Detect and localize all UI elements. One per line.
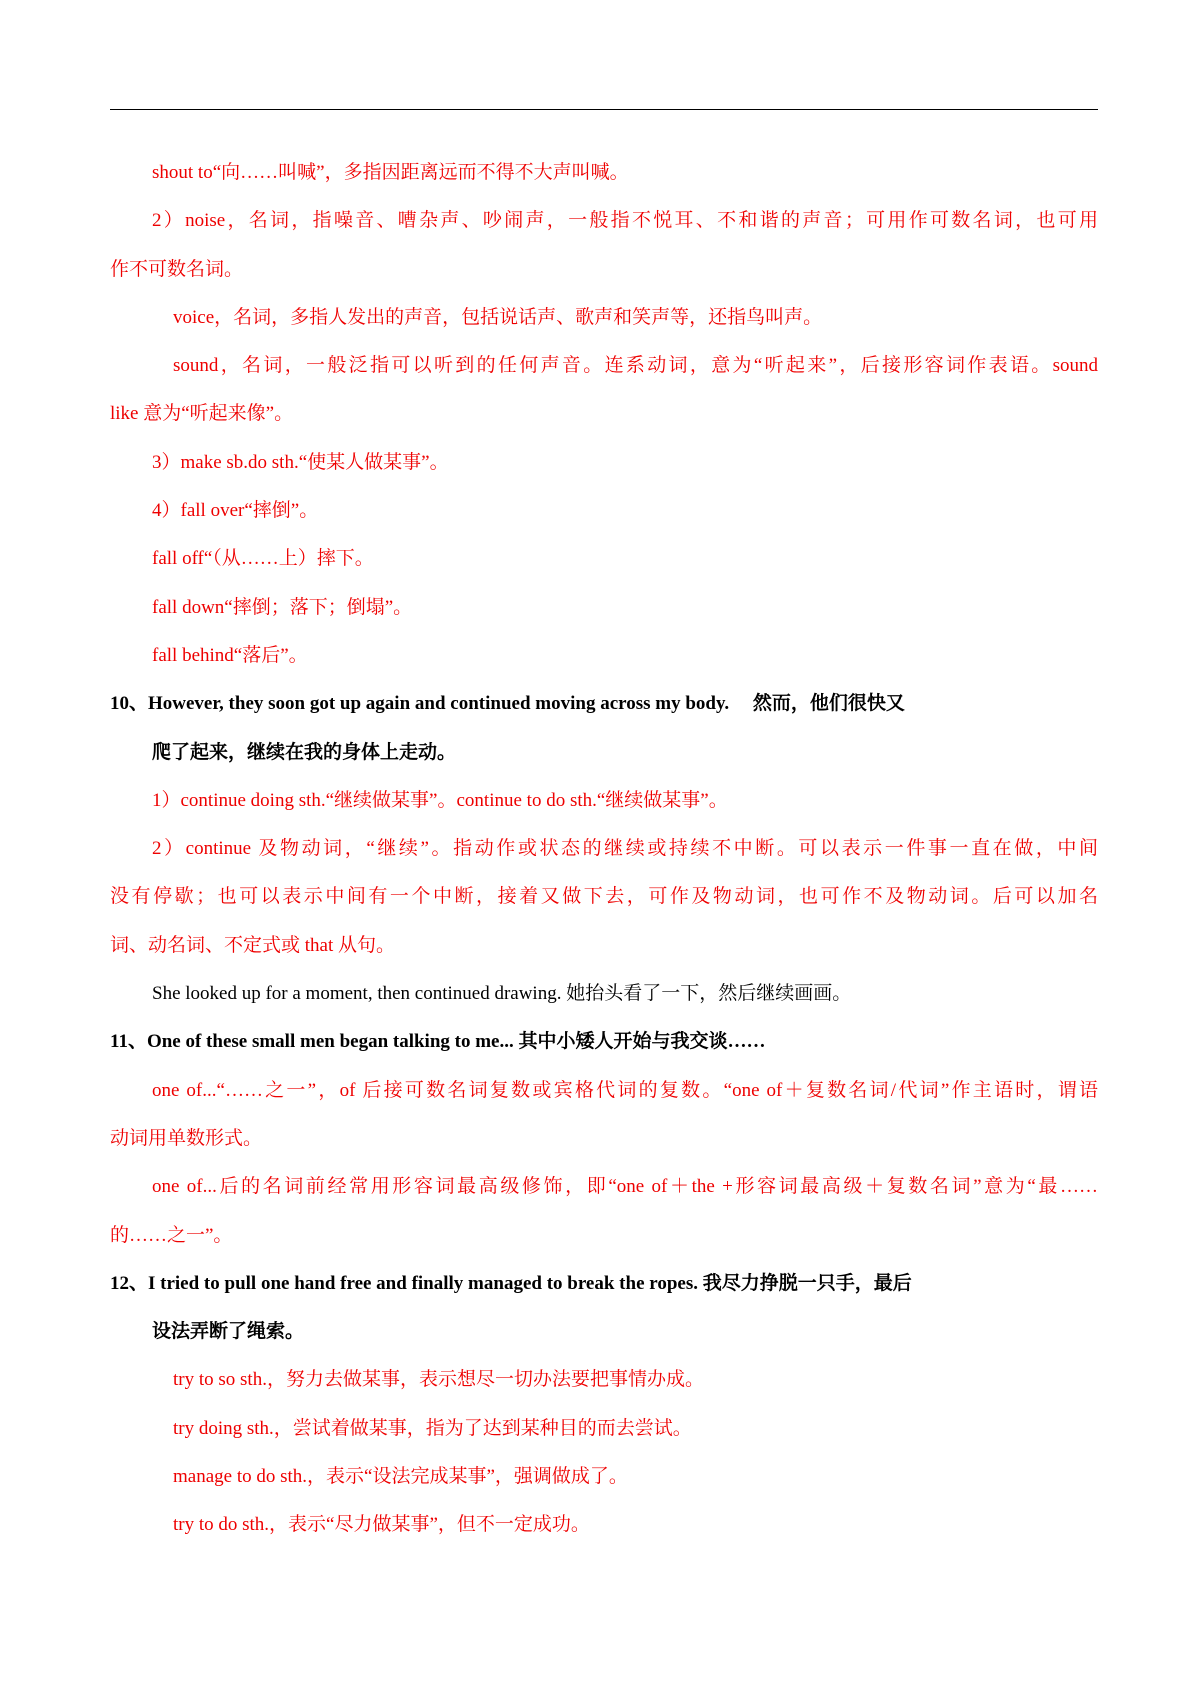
note-line-noise: 2）noise，名词，指噪音、嘈杂声、吵闹声，一般指不悦耳、不和谐的声音；可用作可数名词，也可用 [152,210,1098,232]
note-line-sound: sound，名词，一般泛指可以听到的任何声音。连系动词，意为“听起来”，后接形容词作表语。sound [173,355,1098,377]
note-line-voice: voice，名词，多指人发出的声音，包括说话声、歌声和笑声等，还指鸟叫声。 [173,306,823,328]
note-line-try-to-do: try to do sth.，表示“尽力做某事”，但不一定成功。 [173,1514,590,1536]
note-line-sound-cont: like 意为“听起来像”。 [110,403,294,425]
note-line-continue-1: 1）continue doing sth.“继续做某事”。continue to do sth.“继续做某事”。 [152,789,728,811]
note-line-continue-2: 2）continue 及物动词，“继续”。指动作或状态的继续或持续不中断。可以表示一件事一直在做，中间 [152,838,1098,860]
page-content [110,149,1098,1550]
note-line-one-of-2: one of...后的名词前经常用形容词最高级修饰，即“one of＋the +形容词最高级＋复数名词”意为“最…… [152,1176,1098,1198]
sentence-heading-10-cont: 爬了起来，继续在我的身体上走动。 [152,741,457,763]
sentence-heading-10: 10、However, they soon got up again and continued moving across my body. 然而，他们很快又 [110,693,905,715]
example-sentence: She looked up for a moment, then continued drawing. 她抬头看了一下，然后继续画画。 [152,983,852,1005]
note-line-one-of-1-cont: 动词用单数形式。 [110,1127,263,1149]
note-line-fall-off: fall off“（从……上）摔下。 [152,548,374,570]
sentence-heading-11: 11、One of these small men began talking to me... 其中小矮人开始与我交谈…… [110,1031,766,1053]
sentence-heading-12: 12、I tried to pull one hand free and finally managed to break the ropes. 我尽力挣脱一只手，最后 [110,1272,912,1294]
note-line-fall-behind: fall behind“落后”。 [152,644,308,666]
note-line-fall-down: fall down“摔倒；落下；倒塌”。 [152,596,413,618]
note-line-try-doing: try doing sth.，尝试着做某事，指为了达到某种目的而去尝试。 [173,1417,692,1439]
note-line-noise-cont: 作不可数名词。 [110,258,244,280]
note-line-continue-2-end: 词、动名词、不定式或 that 从句。 [110,934,395,956]
note-line-try-to-so: try to so sth.，努力去做某事，表示想尽一切办法要把事情办成。 [173,1369,704,1391]
note-line-shout-to: shout to“向……叫喊”，多指因距离远而不得不大声叫喊。 [152,162,629,183]
note-line-fall-over: 4）fall over“摔倒”。 [152,500,319,522]
note-line-make-sb: 3）make sb.do sth.“使某人做某事”。 [152,451,449,473]
note-line-one-of-2-cont: 的……之一”。 [110,1224,233,1246]
note-line-one-of-1: one of...“……之一”，of 后接可数名词复数或宾格代词的复数。“one of＋复数名词/代词”作主语时，谓语 [152,1079,1098,1101]
sentence-heading-12-cont: 设法弄断了绳索。 [152,1321,305,1343]
header-rule [110,109,1098,110]
note-line-manage-to: manage to do sth.，表示“设法完成某事”，强调做成了。 [173,1466,628,1488]
note-line-continue-2-cont: 没有停歇；也可以表示中间有一个中断，接着又做下去，可作及物动词，也可作不及物动词。后可以加名 [110,886,1098,908]
